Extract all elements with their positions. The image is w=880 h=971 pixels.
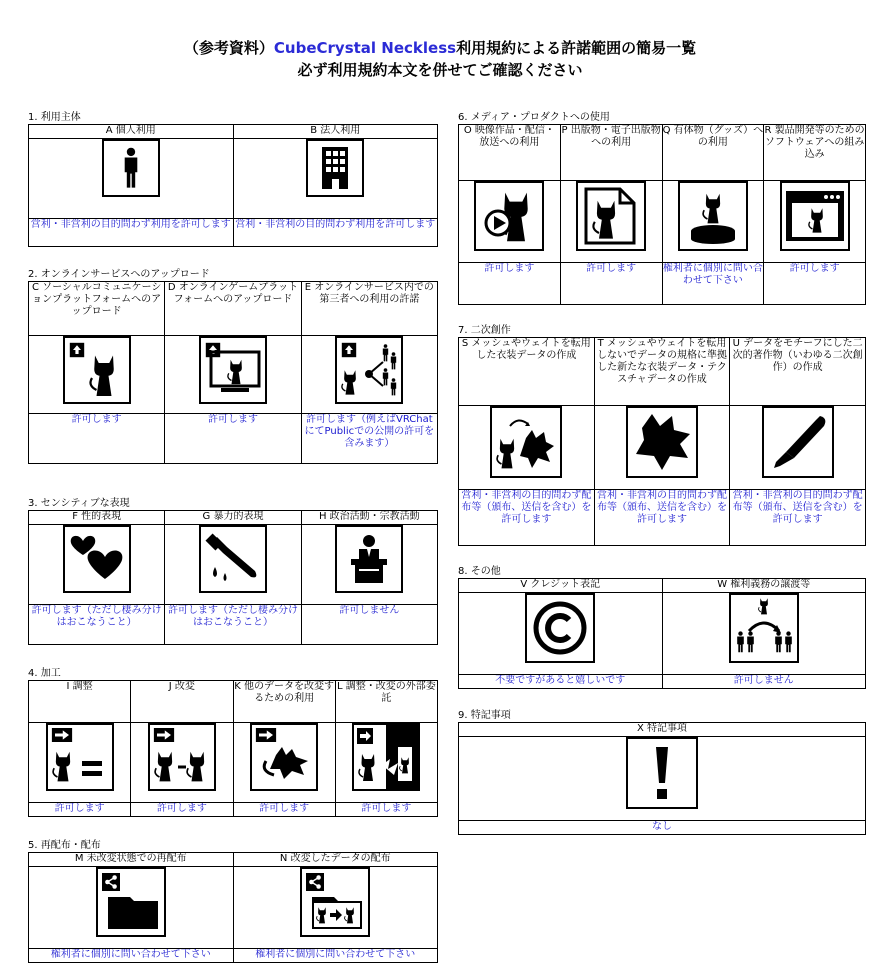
result-k: 許可します — [233, 803, 335, 817]
header-q: Q 有体物（グッズ）への利用 — [662, 125, 764, 181]
header-v: V クレジット表記 — [459, 579, 663, 593]
upload-avatar-icon — [63, 336, 131, 404]
section-5 — [28, 840, 438, 963]
section-2 — [28, 269, 438, 464]
result-h: 許可しません — [301, 605, 437, 645]
header-b: B 法人利用 — [233, 125, 438, 139]
hearts-icon — [63, 525, 131, 593]
page-subtitle: 必ず利用規約本文を併せてご確認ください — [297, 61, 583, 79]
header-f: F 性的表現 — [29, 511, 165, 525]
header-l: L 調整・改変の外部委託 — [335, 681, 437, 723]
outsource-icon — [352, 723, 420, 791]
result-e: 許可します（例えばVRChatにてPublicでの公開の許可を含みます） — [301, 414, 437, 464]
header-o: O 映像作品・配信・放送への利用 — [459, 125, 561, 181]
upload-monitor-icon — [199, 336, 267, 404]
result-b: 営利・非営利の目的問わず利用を許可します — [233, 219, 438, 247]
person-icon — [102, 139, 160, 197]
software-icon — [780, 181, 850, 251]
result-n: 権利者に個別に問い合わせて下さい — [233, 949, 438, 963]
section-label: 1. 利用主体 — [28, 112, 81, 123]
figure-icon — [678, 181, 748, 251]
section-label: 8. その他 — [458, 566, 501, 577]
building-icon — [306, 139, 364, 197]
section-9 — [458, 710, 866, 835]
header-w: W 権利義務の譲渡等 — [662, 579, 866, 593]
header-x: X 特記事項 — [459, 723, 866, 737]
result-d: 許可します — [165, 414, 301, 464]
modify-icon — [148, 723, 216, 791]
podium-icon — [335, 525, 403, 593]
distribute-modified-icon — [300, 867, 370, 937]
section-label: 9. 特記事項 — [458, 710, 511, 721]
header-u: U データをモチーフにした二次的著作物（いわゆる二次創作）の作成 — [730, 338, 866, 406]
header-g: G 暴力的表現 — [165, 511, 301, 525]
result-p: 許可します — [560, 263, 662, 305]
header-m: M 未改変状態での再配布 — [29, 853, 234, 867]
result-q: 権利者に個別に問い合わせて下さい — [662, 263, 764, 305]
result-c: 許可します — [29, 414, 165, 464]
section-label: 6. メディア・プロダクトへの使用 — [458, 112, 610, 123]
header-r: R 製品開発等のためのソフトウェアへの組み込み — [764, 125, 866, 181]
result-v: 不要ですがあると嬉しいです — [459, 675, 663, 689]
section-label: 2. オンラインサービスへのアップロード — [28, 269, 210, 280]
section-7 — [458, 325, 866, 546]
result-a: 営利・非営利の目的問わず利用を許可します — [29, 219, 234, 247]
section-label: 4. 加工 — [28, 668, 61, 679]
section-4 — [28, 668, 438, 817]
redistribute-icon — [96, 867, 166, 937]
section-label: 5. 再配布・配布 — [28, 840, 101, 851]
exclamation-icon — [626, 737, 698, 809]
section-label: 3. センシティブな表現 — [28, 498, 130, 509]
upload-share-icon — [335, 336, 403, 404]
title-product-name: CubeCrystal Neckless — [273, 39, 457, 57]
header-d: D オンラインゲームプラットフォームへのアップロード — [165, 282, 301, 336]
section-1 — [28, 112, 438, 247]
section-3 — [28, 498, 438, 645]
section-6 — [458, 112, 866, 305]
title-suffix: 利用規約による許諾範囲の簡易一覧 — [456, 39, 697, 57]
result-s: 営利・非営利の目的問わず配布等（頒布、送信を含む）を許可します — [459, 490, 595, 546]
result-u: 営利・非営利の目的問わず配布等（頒布、送信を含む）を許可します — [730, 490, 866, 546]
result-x: なし — [459, 821, 866, 835]
pen-icon — [762, 406, 834, 478]
result-o: 許可します — [459, 263, 561, 305]
header-t: T メッシュやウェイトを転用しないでデータの規格に準拠した新たな衣装データ・テクスチャデータの作成 — [594, 338, 730, 406]
result-m: 権利者に個別に問い合わせて下さい — [29, 949, 234, 963]
publication-icon — [576, 181, 646, 251]
header-s: S メッシュやウェイトを転用した衣装データの作成 — [459, 338, 595, 406]
result-w: 許可しません — [662, 675, 866, 689]
header-p: P 出版物・電子出版物への利用 — [560, 125, 662, 181]
knife-icon — [199, 525, 267, 593]
header-i: I 調整 — [29, 681, 131, 723]
result-g: 許可します（ただし棲み分けはおこなうこと） — [165, 605, 301, 645]
result-r: 許可します — [764, 263, 866, 305]
header-e: E オンラインサービス内での第三者への利用の許諾 — [301, 282, 437, 336]
header-k: K 他のデータを改変するための利用 — [233, 681, 335, 723]
transfer-icon — [729, 593, 799, 663]
header-c: C ソーシャルコミュニケーションプラットフォームへのアップロード — [29, 282, 165, 336]
header-a: A 個人利用 — [29, 125, 234, 139]
result-f: 許可します（ただし棲み分けはおこなうこと） — [29, 605, 165, 645]
video-icon — [474, 181, 544, 251]
header-h: H 政治活動・宗教活動 — [301, 511, 437, 525]
page-title — [0, 38, 880, 58]
result-l: 許可します — [335, 803, 437, 817]
new-costume-icon — [626, 406, 698, 478]
header-n: N 改変したデータの配布 — [233, 853, 438, 867]
section-label: 7. 二次創作 — [458, 325, 511, 336]
modify-other-icon — [250, 723, 318, 791]
copyright-icon — [525, 593, 595, 663]
section-8 — [458, 566, 866, 689]
title-prefix: （参考資料） — [183, 39, 274, 57]
result-i: 許可します — [29, 803, 131, 817]
result-j: 許可します — [131, 803, 233, 817]
header-j: J 改変 — [131, 681, 233, 723]
adjust-icon — [46, 723, 114, 791]
costume-icon — [490, 406, 562, 478]
result-t: 営利・非営利の目的問わず配布等（頒布、送信を含む）を許可します — [594, 490, 730, 546]
